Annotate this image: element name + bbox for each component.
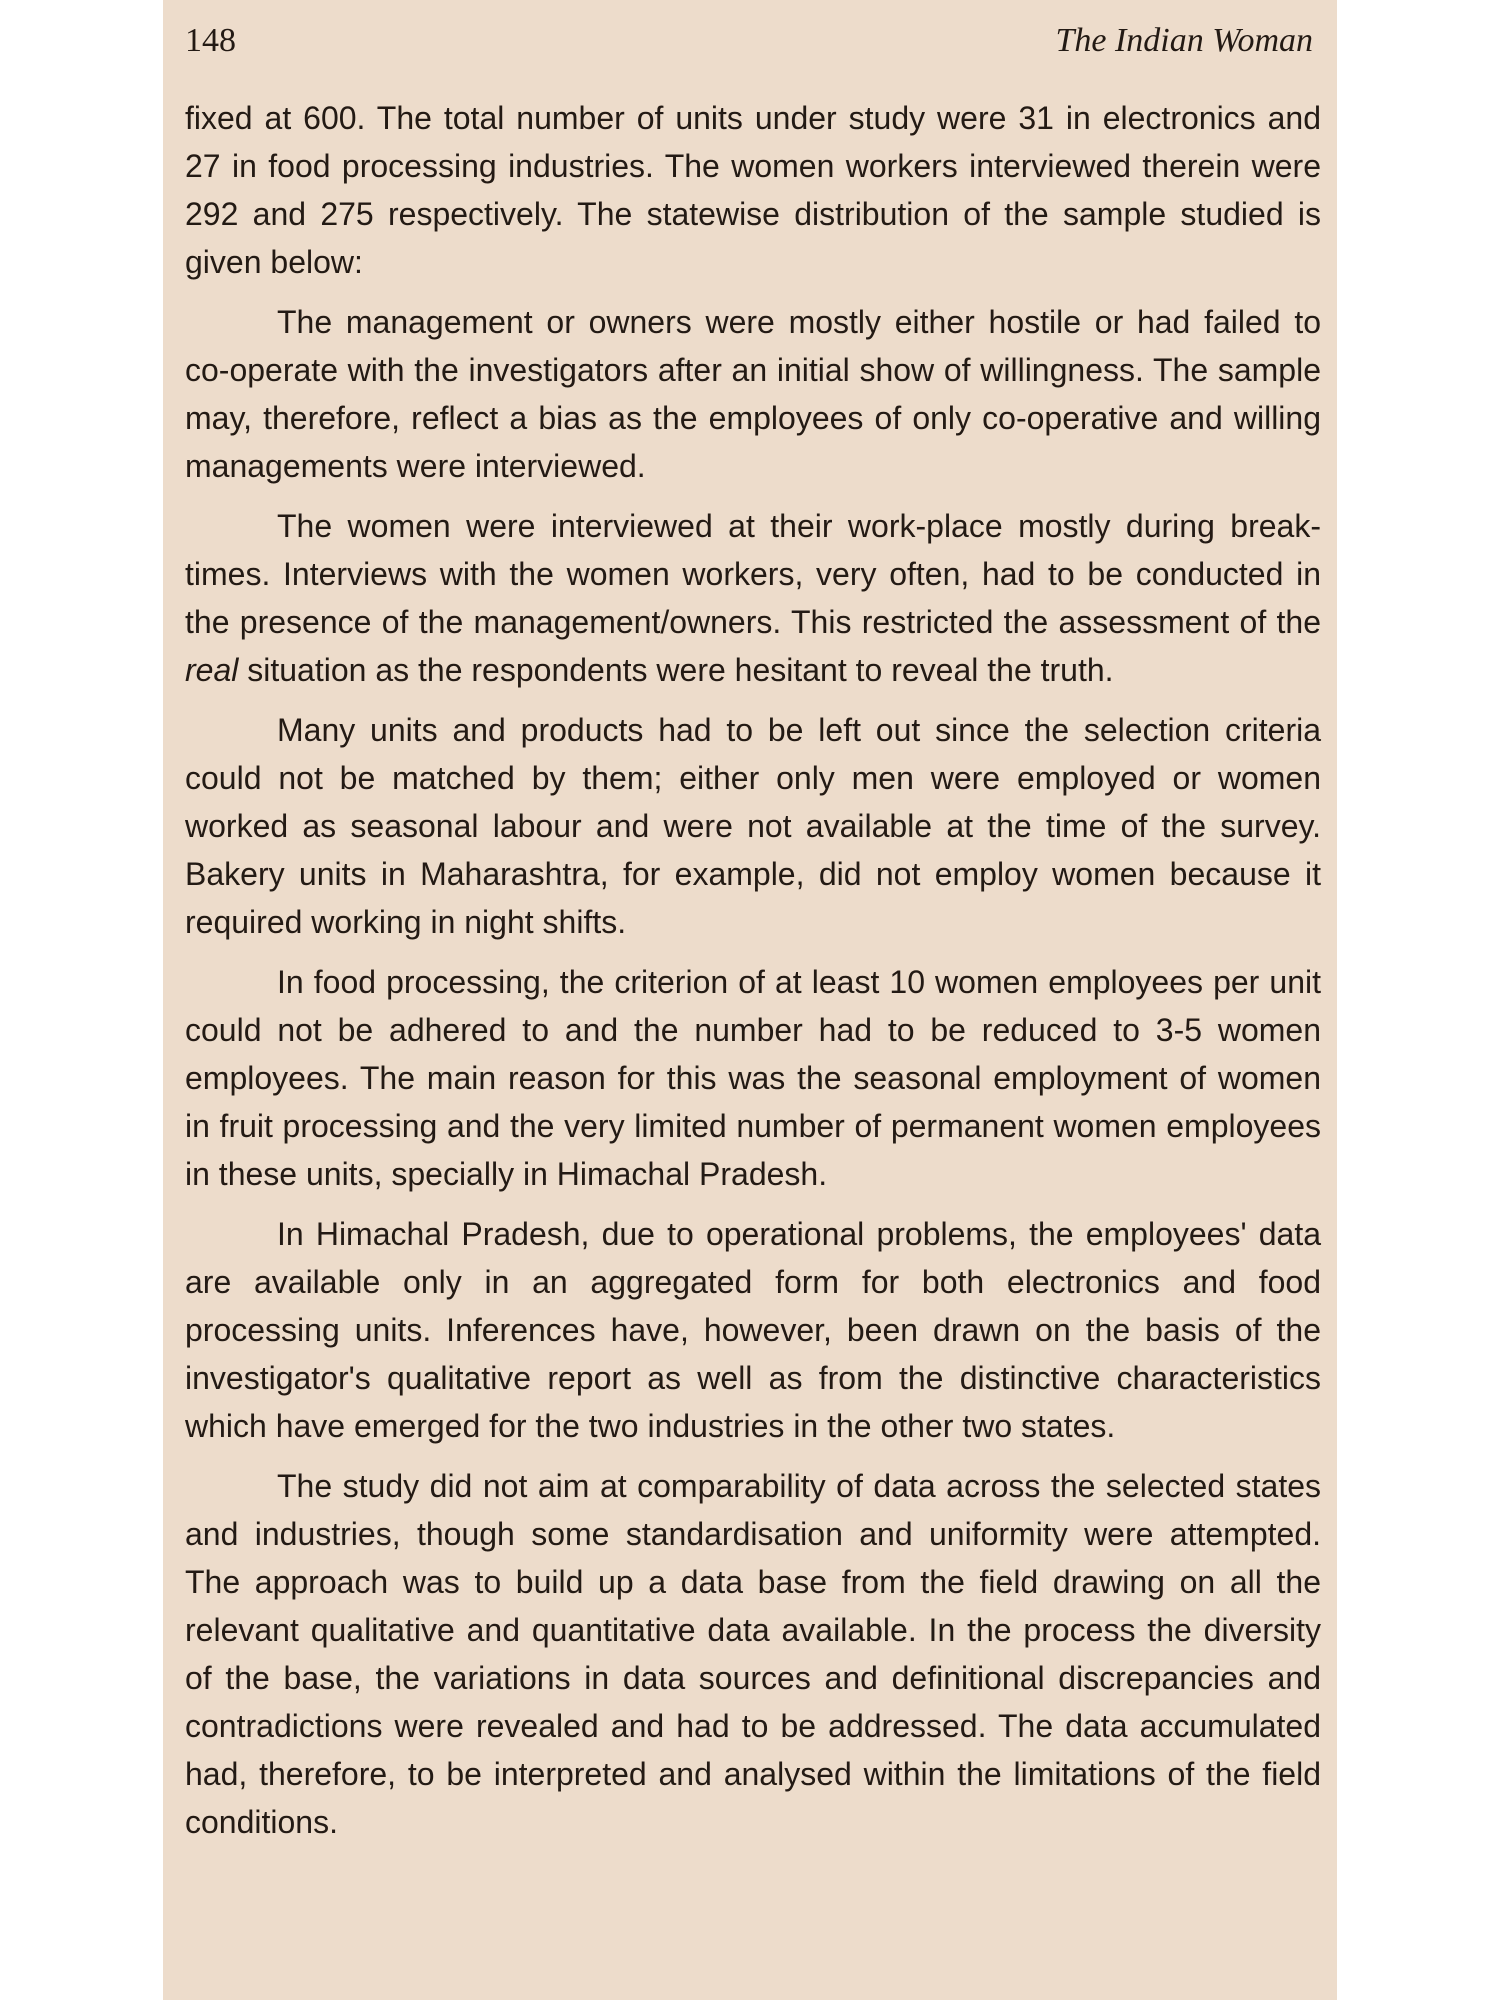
paragraph-5: In food processing, the criterion of at least 10 women employees per unit could not be adhered to and the number had to be reduced to 3-5 women employees. The main reason for this was the seasonal employment of women in fruit processing and the very limited number of permanent women employees in these units, specially in Himachal Pradesh. xyxy=(185,964,1321,1192)
page-header xyxy=(185,22,1313,72)
book-page xyxy=(163,0,1337,2000)
paragraph-4: Many units and products had to be left out since the selection criteria could not be matched by them; either only men were employed or women worked as seasonal labour and were not available at the time of the survey. Bakery units in Maharashtra, for example, did not employ women because it required working in night shifts. xyxy=(185,712,1321,940)
paragraph-3-text-before: The women were interviewed at their work-place mostly during break-times. Interviews with the women workers, very often, had to be conducted in the presence of the management/owners. This restricted the assessment of the xyxy=(185,508,1321,640)
paragraph-2: The management or owners were mostly either hostile or had failed to co-operate with the investigators after an initial show of willingness. The sample may, therefore, reflect a bias as the employees of only co-operative and willing managements were interviewed. xyxy=(185,304,1321,484)
paragraph-3-text-after: situation as the respondents were hesitant to reveal the truth. xyxy=(238,652,1114,688)
emphasis-real: real xyxy=(185,652,239,688)
paragraph-3 xyxy=(185,502,1321,694)
running-title: The Indian Woman xyxy=(1055,22,1313,59)
body-text xyxy=(185,94,1321,1846)
paragraph-6: In Himachal Pradesh, due to operational problems, the employees' data are available only in an aggregated form for both electronics and food processing units. Inferences have, however, been drawn on the basis of the investigator's qualitative report as well as from the distinctive characteristics which have emerged for the two industries in the other two states. xyxy=(185,1216,1321,1444)
paragraph-1: fixed at 600. The total number of units under study were 31 in electronics and 27 in food processing industries. The women workers interviewed therein were 292 and 275 respectively. The statewise distribution of the sample studied is given below: xyxy=(185,100,1321,280)
page-number: 148 xyxy=(185,22,236,59)
paragraph-7: The study did not aim at comparability of data across the selected states and industries, though some standardisation and uniformity were attempted. The approach was to build up a data base from the field drawing on all the relevant qualitative and quantitative data available. In the process the diversity of the base, the variations in data sources and definitional discrepancies and contradictions were revealed and had to be addressed. The data accumulated had, therefore, to be interpreted and analysed within the limitations of the field conditions. xyxy=(185,1468,1321,1840)
